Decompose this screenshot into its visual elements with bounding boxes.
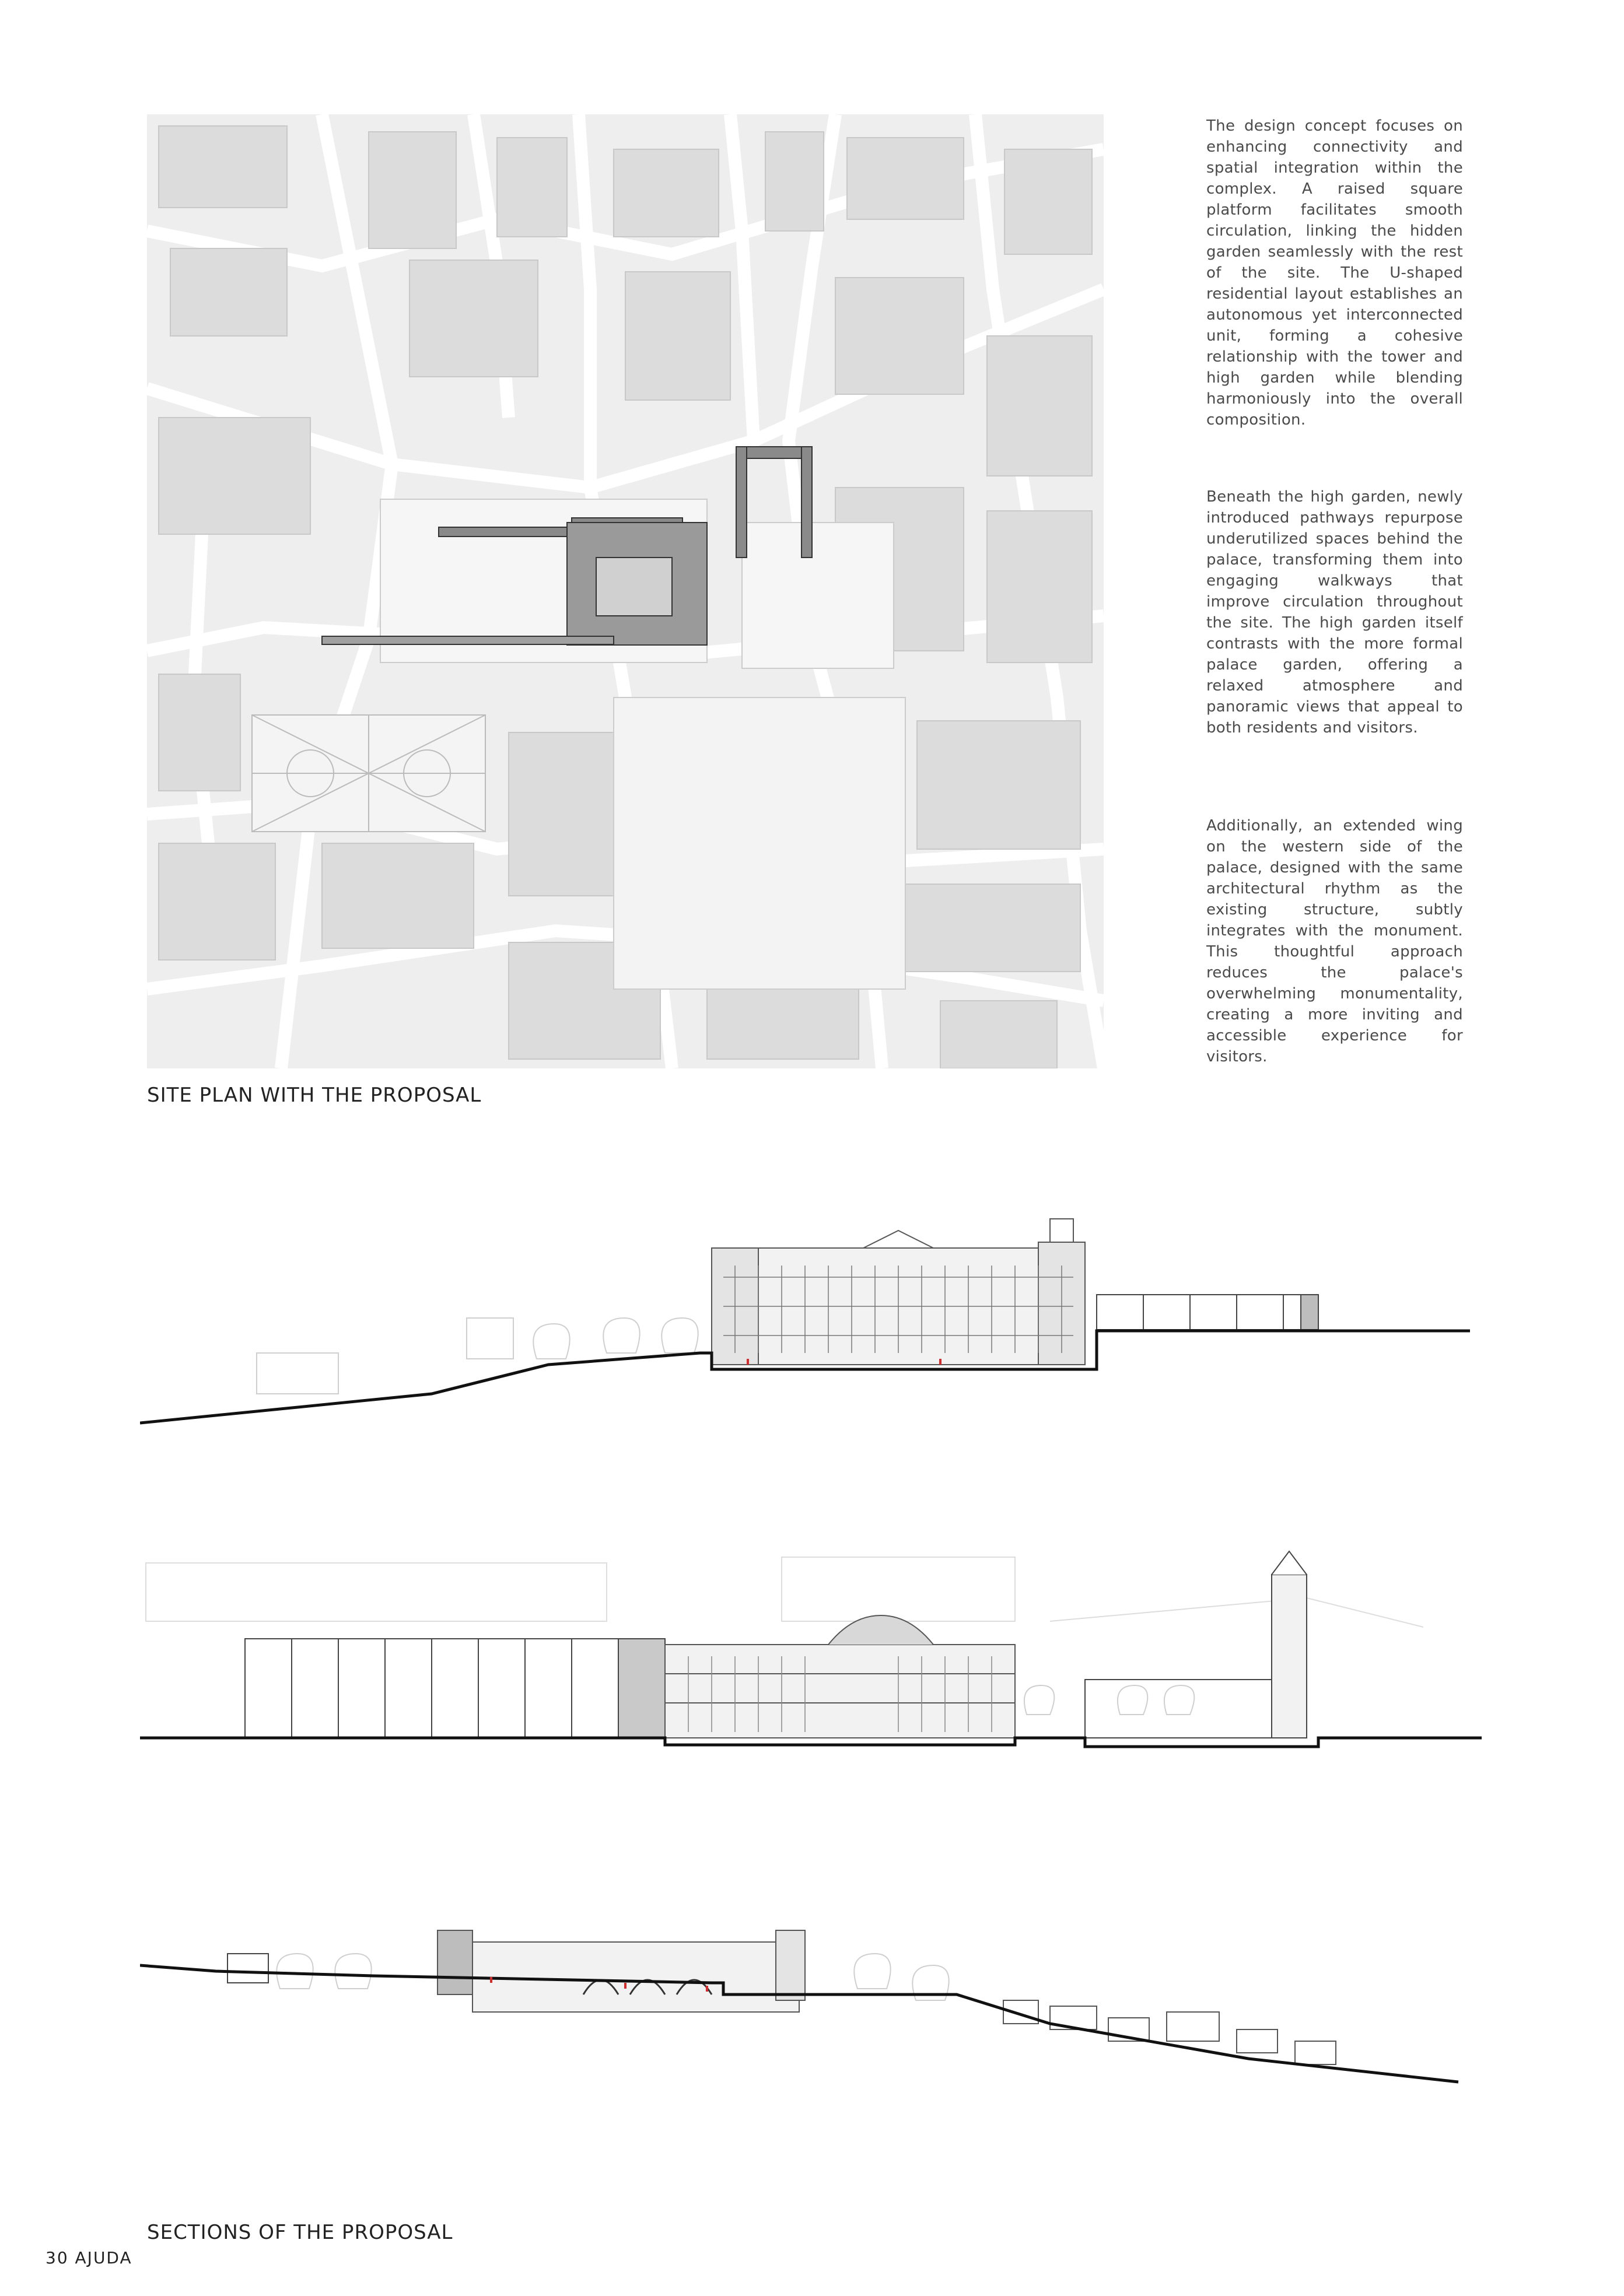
section-3-drawing xyxy=(140,1907,1482,2117)
palace-courtyard xyxy=(596,558,672,616)
paragraph-3: Additionally, an extended wing on the western side of the palace, designed with the same architectural rhythm as the existing structure, subtly integrates with the monument. This thoughtful approach reduces the palace's overwhelming monumentality, creating a more inviting and accessible experience for visitors. xyxy=(1206,817,1463,1065)
palace-section xyxy=(665,1615,1015,1738)
sections-caption: SECTIONS OF THE PROPOSAL xyxy=(147,2221,453,2244)
palace-arches-section xyxy=(438,1930,805,2012)
u-block-left xyxy=(736,447,747,558)
extended-wing xyxy=(439,527,567,537)
section-2 xyxy=(140,1540,1482,1750)
u-block-right xyxy=(802,447,812,558)
left-building xyxy=(228,1954,268,1983)
ground-line xyxy=(140,1738,1482,1747)
section-2-drawing xyxy=(140,1540,1482,1750)
slope-housing xyxy=(1003,2000,1336,2064)
lower-wing xyxy=(322,636,614,644)
long-block xyxy=(245,1639,665,1738)
site-plan-caption: SITE PLAN WITH THE PROPOSAL xyxy=(147,1084,482,1107)
page-footer: 30 AJUDA xyxy=(46,2248,132,2267)
site-plan-figure xyxy=(147,114,1104,1068)
section-3 xyxy=(140,1907,1482,2117)
section-1 xyxy=(140,1178,1470,1435)
u-block-top xyxy=(736,447,812,458)
site-plan-map xyxy=(147,114,1104,1068)
paragraph-1: The design concept focuses on enhancing connectivity and spatial integration within the complex. A raised square platform facilitates smooth circulation, linking the hidden garden seamlessly with the rest of the site. The U-shaped residential layout establishes an autonomous yet interconnected unit, forming a cohesive relationship with the tower and high garden while blending harmoniously into the overall composition. xyxy=(1206,117,1463,429)
paragraph-2: Beneath the high garden, newly introduced pathways repurpose underutilized spaces behind the palace, transforming them into engaging walkways that improve circulation throughout the site. The high garden itself contrasts with the more formal palace garden, offering a relaxed atmosphere and panoramic views that appeal to both residents and visitors. xyxy=(1206,488,1463,737)
lower-square xyxy=(614,697,905,989)
new-building xyxy=(1097,1295,1318,1330)
palace-garden xyxy=(252,715,485,832)
east-square xyxy=(742,523,894,668)
section-1-drawing xyxy=(140,1178,1470,1435)
